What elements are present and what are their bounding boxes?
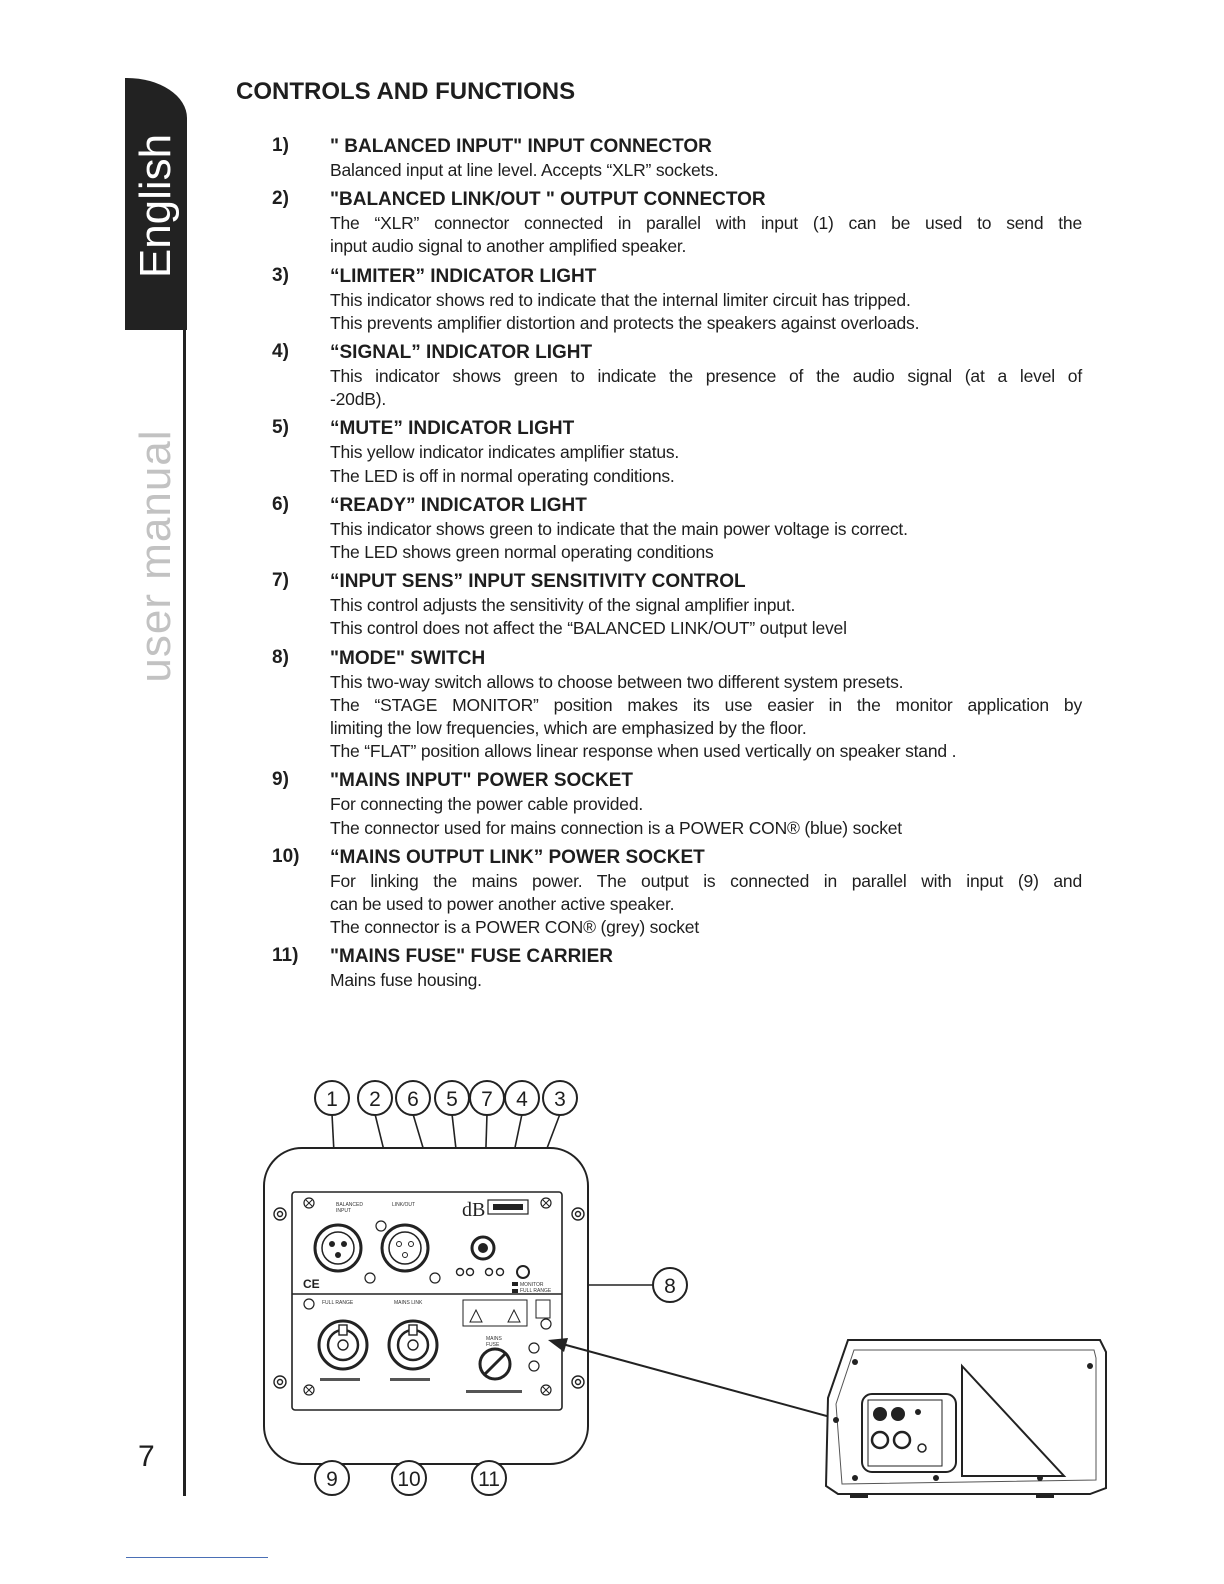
item-text: For linking the mains power. The output is connected in parallel with input (9) and bbox=[330, 870, 1082, 891]
item-number: 6) bbox=[272, 493, 289, 515]
item-number: 3) bbox=[272, 264, 289, 286]
item-title: “MAINS OUTPUT LINK” POWER SOCKET bbox=[330, 846, 705, 868]
item-number: 8) bbox=[272, 646, 289, 668]
item-title: "MAINS INPUT" POWER SOCKET bbox=[330, 770, 634, 792]
page-number: 7 bbox=[138, 1440, 155, 1473]
item-text: This control does not affect the “BALANCED LINK/OUT” output level bbox=[330, 618, 847, 639]
item-title: "MODE" SWITCH bbox=[330, 647, 486, 669]
mains-output-link-socket bbox=[389, 1321, 437, 1369]
callout-row-top bbox=[315, 1081, 577, 1115]
svg-text:BALANCED: BALANCED bbox=[336, 1202, 363, 1208]
callout-label: 6 bbox=[407, 1088, 419, 1111]
callout-label: 11 bbox=[478, 1468, 500, 1491]
svg-text:INPUT: INPUT bbox=[336, 1208, 351, 1214]
item-title: "BALANCED LINK/OUT " OUTPUT CONNECTOR bbox=[330, 189, 766, 211]
item-text: -20dB). bbox=[330, 389, 386, 410]
item-number: 4) bbox=[272, 341, 289, 363]
language-tab-label: English bbox=[131, 133, 180, 279]
item-title: “MUTE” INDICATOR LIGHT bbox=[330, 418, 575, 440]
item-title: " BALANCED INPUT" INPUT CONNECTOR bbox=[330, 136, 712, 157]
item-number: 2) bbox=[272, 188, 289, 210]
item-text: The “FLAT” position allows linear response when used vertically on speaker stand . bbox=[330, 741, 957, 762]
item-text: limiting the low frequencies, which are emphasized by the floor. bbox=[330, 718, 807, 739]
speaker-side-view bbox=[826, 1340, 1106, 1498]
item-number: 7) bbox=[272, 570, 289, 592]
svg-text:FULL RANGE: FULL RANGE bbox=[520, 1288, 552, 1294]
item-title: “INPUT SENS” INPUT SENSITIVITY CONTROL bbox=[330, 571, 746, 593]
callout-label: 7 bbox=[481, 1088, 493, 1111]
callout-label: 10 bbox=[397, 1468, 421, 1491]
manual-label: user manual bbox=[131, 429, 180, 683]
item-title: “LIMITER” INDICATOR LIGHT bbox=[330, 265, 597, 287]
callout-label: 4 bbox=[516, 1088, 528, 1111]
item-number: 1) bbox=[272, 135, 289, 156]
svg-text:MAINS LINK: MAINS LINK bbox=[394, 1300, 423, 1306]
callout-label: 8 bbox=[664, 1275, 676, 1298]
brand-logo: dB bbox=[462, 1199, 486, 1221]
item-title: “SIGNAL” INDICATOR LIGHT bbox=[330, 342, 593, 364]
item-number: 5) bbox=[272, 417, 289, 439]
input-sens-knob bbox=[472, 1237, 494, 1259]
item-text: Balanced input at line level. Accepts “XLR” sockets. bbox=[330, 160, 719, 180]
mains-fuse-carrier bbox=[480, 1349, 510, 1379]
item-text: The LED shows green normal operating conditions bbox=[330, 542, 714, 563]
item-text: input audio signal to another amplified speaker. bbox=[330, 236, 687, 257]
item-number: 10) bbox=[272, 845, 300, 867]
item-text: The “STAGE MONITOR” position makes its use easier in the monitor application by bbox=[330, 694, 1082, 715]
svg-text:CE: CE bbox=[303, 1277, 320, 1291]
svg-text:FUSE: FUSE bbox=[486, 1342, 500, 1348]
item-number: 9) bbox=[272, 769, 289, 791]
item-text: The LED is off in normal operating conditions. bbox=[330, 465, 675, 486]
svg-text:MAINS: MAINS bbox=[486, 1336, 502, 1342]
item-text: Mains fuse housing. bbox=[330, 970, 482, 991]
item-text: This yellow indicator indicates amplifier status. bbox=[330, 442, 680, 463]
callout-label: 5 bbox=[446, 1088, 458, 1111]
item-text: This indicator shows red to indicate that the internal limiter circuit has tripped. bbox=[330, 289, 911, 310]
item-title: "MAINS FUSE" FUSE CARRIER bbox=[330, 946, 613, 968]
item-text: This prevents amplifier distortion and protects the speakers against overloads. bbox=[330, 312, 920, 333]
item-text: This control adjusts the sensitivity of the signal amplifier input. bbox=[330, 595, 796, 616]
item-title: “READY” INDICATOR LIGHT bbox=[330, 494, 587, 516]
callout-label: 9 bbox=[326, 1468, 338, 1491]
callout-label: 1 bbox=[326, 1088, 338, 1111]
svg-text:FULL RANGE: FULL RANGE bbox=[322, 1300, 354, 1306]
svg-text:LINK/OUT: LINK/OUT bbox=[392, 1202, 416, 1208]
item-number: 11) bbox=[272, 945, 299, 967]
item-text: The “XLR” connector connected in parallel with input (1) can be used to send the bbox=[330, 213, 1082, 234]
item-text: The connector used for mains connection is a POWER CON® (blue) socket bbox=[330, 817, 902, 838]
item-text: The connector is a POWER CON® (grey) socket bbox=[330, 917, 699, 938]
item-text: For connecting the power cable provided. bbox=[330, 794, 644, 815]
callout-label: 3 bbox=[554, 1088, 566, 1111]
section-title: CONTROLS AND FUNCTIONS bbox=[236, 78, 576, 105]
mains-input-socket bbox=[319, 1321, 367, 1369]
mode-switch bbox=[517, 1266, 529, 1278]
item-text: This indicator shows green to indicate the presence of the audio signal (at a level of bbox=[330, 366, 1082, 387]
callout-label: 2 bbox=[369, 1088, 381, 1111]
item-text: This two-way switch allows to choose between two different system presets. bbox=[330, 671, 904, 692]
item-text: can be used to power another active speaker. bbox=[330, 894, 675, 915]
svg-text:MONITOR: MONITOR bbox=[520, 1282, 544, 1288]
item-text: This indicator shows green to indicate that the main power voltage is correct. bbox=[330, 518, 908, 539]
